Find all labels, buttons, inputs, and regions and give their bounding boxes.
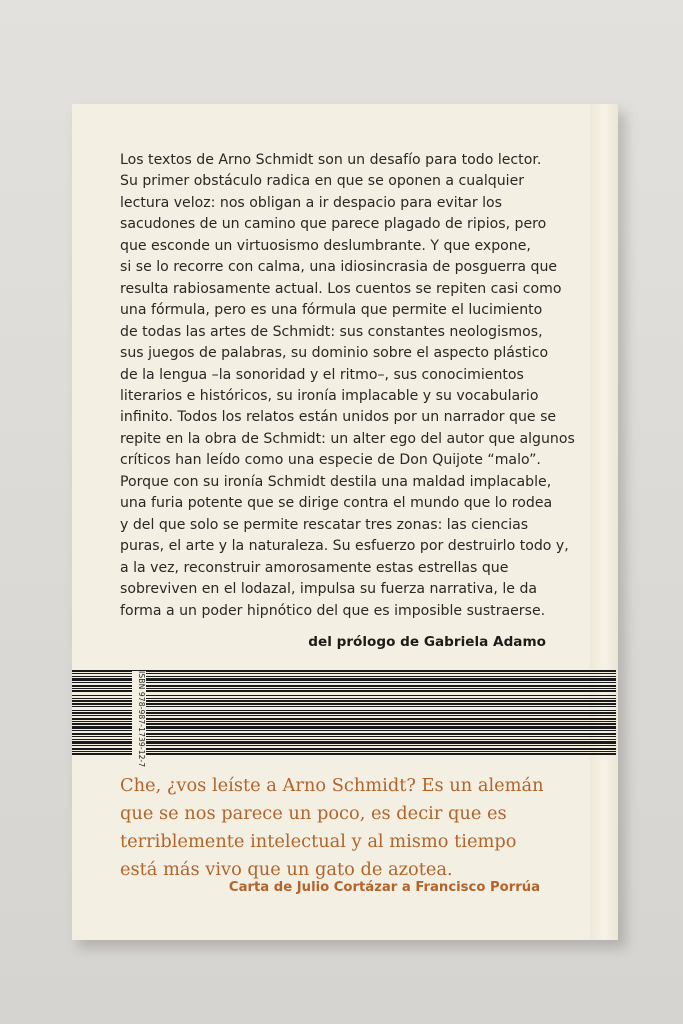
blurb-line: una furia potente que se dirige contra el mundo que lo rodea xyxy=(120,495,553,512)
blurb-line: repite en la obra de Schmidt: un alter ego del autor que algunos xyxy=(120,430,575,447)
cortazar-quote xyxy=(120,772,580,884)
blurb-line: una fórmula, pero es una fórmula que permite el lucimiento xyxy=(120,302,543,319)
barcode-bar xyxy=(72,736,616,737)
barcode-bar xyxy=(72,698,616,699)
barcode-bar xyxy=(72,741,616,744)
barcode-bar xyxy=(72,678,616,681)
quote-line: Che, ¿vos leíste a Arno Schmidt? Es un alemán xyxy=(120,775,544,796)
blurb-attribution: del prólogo de Gabriela Adamo xyxy=(308,634,546,650)
barcode-bar xyxy=(72,726,616,729)
barcode-bar xyxy=(72,739,616,740)
barcode-bar xyxy=(72,695,616,696)
blurb-line: sacudones de un camino que parece plagado de ripios, pero xyxy=(120,216,547,233)
blurb-line: resulta rabiosamente actual. Los cuentos se repiten casi como xyxy=(120,280,562,297)
barcode-bar xyxy=(72,706,616,707)
barcode-bar xyxy=(72,685,616,687)
barcode-bar xyxy=(72,710,616,711)
barcode-stripes xyxy=(72,668,616,758)
blurb-line: Su primer obstáculo radica en que se oponen a cualquier xyxy=(120,173,525,190)
quote-line: está más vivo que un gato de azotea. xyxy=(120,859,453,880)
blurb-line: a la vez, reconstruir amorosamente estas estrellas que xyxy=(120,559,509,576)
blurb-line: sobreviven en el lodazal, impulsa su fuerza narrativa, le da xyxy=(120,581,538,598)
barcode xyxy=(72,668,616,758)
barcode-bar xyxy=(72,721,616,722)
blurb-line: Los textos de Arno Schmidt son un desafío para todo lector. xyxy=(120,152,542,168)
blurb-line: críticos han leído como una especie de Don Quijote “malo”. xyxy=(120,452,541,469)
barcode-bar xyxy=(72,733,616,735)
blurb-line: lectura veloz: nos obligan a ir despacio para evitar los xyxy=(120,194,503,211)
barcode-bar xyxy=(72,715,616,716)
quote-line: que se nos parece un poco, es decir que es xyxy=(120,803,507,824)
blurb-line: de todas las artes de Schmidt: sus constantes neologismos, xyxy=(120,323,543,340)
blurb-line: puras, el arte y la naturaleza. Su esfuerzo por destruirlo todo y, xyxy=(120,538,569,555)
quote-line: terriblemente intelectual y al mismo tiempo xyxy=(120,831,517,852)
barcode-bar xyxy=(72,753,616,755)
isbn-label xyxy=(132,671,146,768)
blurb-line: forma a un poder hipnótico del que es imposible sustraerse. xyxy=(120,602,546,619)
barcode-bar xyxy=(72,690,616,692)
barcode-bar xyxy=(72,676,616,677)
barcode-bar xyxy=(72,745,616,746)
barcode-bar xyxy=(72,688,616,689)
book-page-edge xyxy=(590,104,618,940)
barcode-bar xyxy=(72,748,616,750)
blurb-line: que esconde un virtuosismo deslumbrante. Y que expone, xyxy=(120,237,531,254)
barcode-bar xyxy=(72,700,616,702)
blurb-line: infinito. Todos los relatos están unidos por un narrador que se xyxy=(120,409,557,426)
blurb-text xyxy=(120,150,580,622)
barcode-bar xyxy=(72,682,616,683)
blurb-line: Porque con su ironía Schmidt destila una maldad implacable, xyxy=(120,473,552,490)
barcode-bar xyxy=(72,751,616,752)
barcode-bar xyxy=(72,670,616,672)
barcode-bar xyxy=(72,730,616,731)
blurb-line: si se lo recorre con calma, una idiosincrasia de posguerra que xyxy=(120,259,558,276)
isbn-text: ISBN 978-987-1739-12-7 xyxy=(137,671,146,768)
blurb-line: y del que solo se permite rescatar tres zonas: las ciencias xyxy=(120,516,529,533)
blurb-line: literarios e históricos, su ironía implacable y su vocabulario xyxy=(120,387,539,404)
barcode-bar xyxy=(72,673,616,674)
barcode-bar xyxy=(72,712,616,714)
blurb-line: sus juegos de palabras, su dominio sobre el aspecto plástico xyxy=(120,345,549,362)
barcode-bar xyxy=(72,723,616,725)
barcode-bar xyxy=(72,718,616,720)
barcode-bar xyxy=(72,703,616,705)
blurb-line: de la lengua –la sonoridad y el ritmo–, sus conocimientos xyxy=(120,366,524,383)
quote-attribution: Carta de Julio Cortázar a Francisco Porrúa xyxy=(228,880,540,895)
